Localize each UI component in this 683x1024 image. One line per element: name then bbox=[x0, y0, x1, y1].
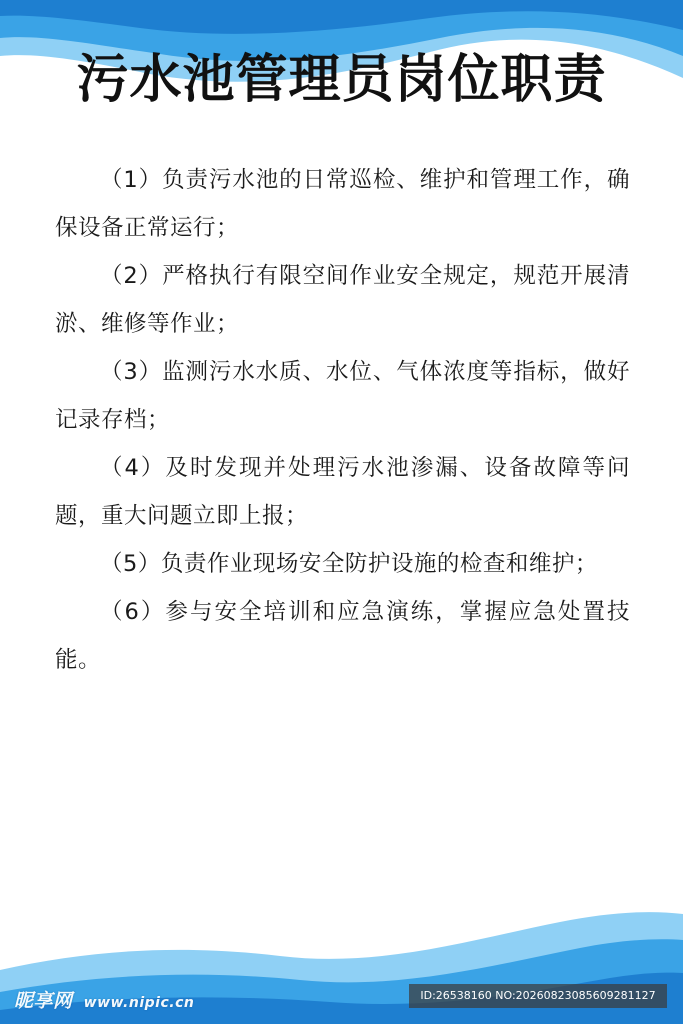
watermark-logo bbox=[14, 986, 194, 1013]
page-title: 污水池管理员岗位职责 bbox=[76, 50, 607, 110]
duty-list bbox=[55, 156, 630, 684]
duty-item: （3）监测污水水质、水位、气体浓度等指标，做好记录存档； bbox=[55, 359, 630, 433]
duty-item: （4）及时发现并处理污水池渗漏、设备故障等问题，重大问题立即上报； bbox=[55, 455, 630, 529]
duty-item: （6）参与安全培训和应急演练，掌握应急处置技能。 bbox=[55, 599, 630, 673]
watermark-brand: 昵享网 bbox=[14, 990, 73, 1012]
watermark-url: www.nipic.cn bbox=[83, 995, 195, 1011]
duty-item: （5）负责作业现场安全防护设施的检查和维护； bbox=[100, 551, 598, 577]
image-id-badge: ID:26538160 NO:20260823085609281127 bbox=[409, 984, 667, 1008]
duty-item: （1）负责污水池的日常巡检、维护和管理工作，确保设备正常运行； bbox=[55, 167, 630, 241]
duty-item: （2）严格执行有限空间作业安全规定，规范开展清淤、维修等作业； bbox=[55, 263, 630, 337]
